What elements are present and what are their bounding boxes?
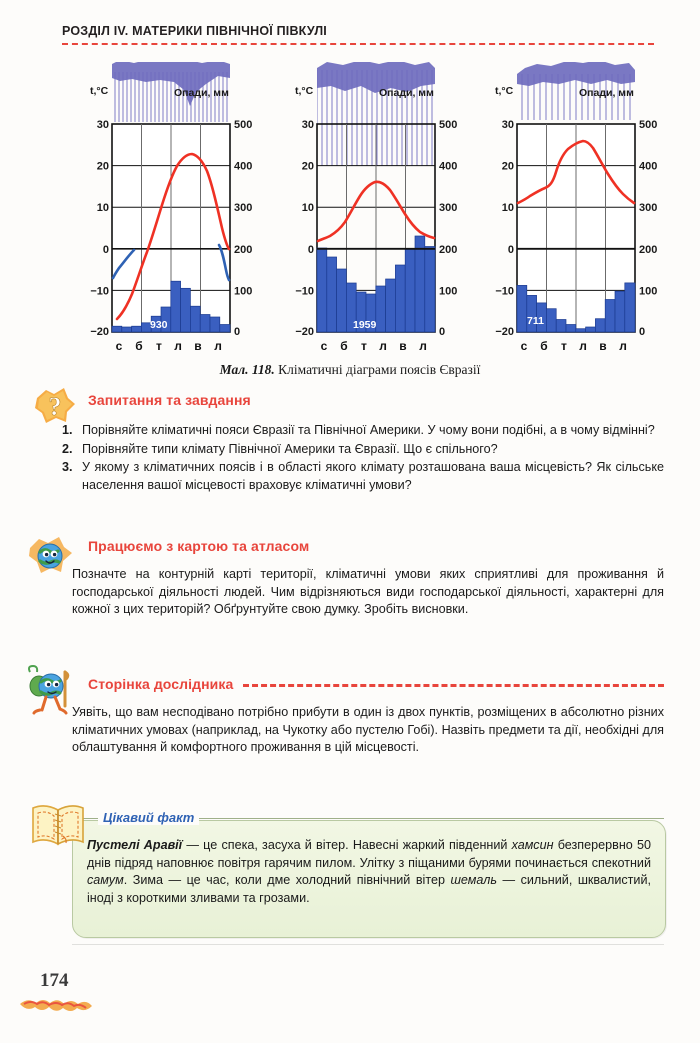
axis-label-temperature: t,°C bbox=[90, 85, 109, 97]
fact-term-2: самум bbox=[87, 873, 124, 888]
svg-text:500: 500 bbox=[439, 119, 458, 131]
svg-text:с: с bbox=[320, 339, 328, 353]
svg-text:10: 10 bbox=[301, 202, 314, 215]
climogram-3-svg bbox=[491, 62, 691, 354]
running-head-title: РОЗДІЛ IV. МАТЕРИКИ ПІВНІЧНОЇ ПІВКУЛІ bbox=[62, 24, 327, 38]
svg-text:л: л bbox=[579, 339, 587, 353]
climogram-3 bbox=[491, 62, 691, 354]
footer-divider bbox=[72, 944, 664, 945]
fact-box bbox=[72, 820, 666, 938]
list-item-number: 3. bbox=[62, 460, 73, 475]
svg-text:30: 30 bbox=[301, 119, 314, 131]
list-item-text: Порівняйте кліматичні пояси Євразії та Північної Америки. У чому вони подібні, а в чому відмінні? bbox=[82, 423, 655, 437]
questions-list-wrapper bbox=[62, 422, 664, 495]
svg-text:в: в bbox=[399, 339, 407, 353]
axis-label-precipitation: Опади, мм bbox=[379, 87, 434, 99]
list-item-number: 2. bbox=[62, 441, 73, 456]
y-axis-ticks-precipitation bbox=[639, 119, 657, 338]
svg-text:30: 30 bbox=[96, 119, 109, 131]
svg-text:200: 200 bbox=[439, 243, 458, 256]
list-item-text: У якому з кліматичних поясів і в області якого клімату розташована ваша місцевість? Як сільське населення вашої місцевості враховує кліматичні умови? bbox=[82, 460, 664, 492]
climogram-2-svg bbox=[291, 62, 491, 354]
svg-text:500: 500 bbox=[234, 119, 253, 131]
svg-text:0: 0 bbox=[307, 243, 314, 256]
figure-caption-text: Кліматичні діаграми поясів Євразії bbox=[274, 362, 481, 377]
svg-text:л: л bbox=[619, 339, 627, 353]
svg-text:0: 0 bbox=[439, 326, 446, 338]
svg-text:10: 10 bbox=[96, 202, 109, 215]
svg-text:100: 100 bbox=[639, 285, 658, 298]
svg-text:т: т bbox=[156, 339, 162, 353]
svg-text:20: 20 bbox=[501, 160, 514, 173]
open-book-icon bbox=[30, 800, 86, 850]
fact-part-1: — це спека, засуха й вітер. Навесні жаркий південний bbox=[182, 838, 512, 852]
svg-text:л: л bbox=[419, 339, 427, 353]
svg-text:400: 400 bbox=[639, 160, 658, 173]
axis-label-temperature: t,°C bbox=[495, 85, 514, 97]
axis-label-precipitation: Опади, мм bbox=[579, 87, 634, 99]
svg-text:с: с bbox=[115, 339, 123, 353]
y-axis-ticks-temperature bbox=[495, 119, 514, 338]
svg-text:10: 10 bbox=[501, 202, 514, 215]
svg-text:−10: −10 bbox=[90, 285, 109, 298]
running-head bbox=[62, 24, 662, 45]
svg-text:300: 300 bbox=[439, 202, 458, 215]
questions-list bbox=[62, 422, 664, 494]
svg-text:100: 100 bbox=[234, 285, 253, 298]
svg-text:−10: −10 bbox=[295, 285, 314, 298]
explorer-section-divider bbox=[243, 684, 664, 687]
svg-text:с: с bbox=[520, 339, 528, 353]
y-axis-ticks-precipitation bbox=[234, 119, 252, 338]
globe-icon bbox=[26, 528, 72, 574]
svg-text:?: ? bbox=[48, 392, 62, 421]
figure-caption bbox=[0, 362, 700, 378]
svg-text:л: л bbox=[214, 339, 222, 353]
axis-label-temperature: t,°C bbox=[295, 85, 314, 97]
svg-text:б: б bbox=[540, 339, 548, 353]
fact-term-3: шемаль bbox=[450, 873, 497, 888]
svg-text:в: в bbox=[599, 339, 607, 353]
svg-text:30: 30 bbox=[501, 119, 514, 131]
fact-part-2: безперервно 50 днів підряд наповнює повітря гарячим пилом. Улітку з піщаними бурями починається спекотний bbox=[87, 838, 651, 870]
svg-text:200: 200 bbox=[639, 243, 658, 256]
list-item bbox=[62, 441, 664, 459]
svg-text:300: 300 bbox=[639, 202, 658, 215]
y-axis-ticks-temperature bbox=[295, 119, 314, 338]
explorer-section-title: Сторінка дослідника bbox=[88, 676, 234, 692]
questions-section-header bbox=[88, 392, 648, 408]
map-section-header bbox=[88, 538, 648, 554]
fact-box-label: Цікавий факт bbox=[98, 810, 199, 825]
svg-text:−20: −20 bbox=[90, 326, 109, 338]
figure-climate-diagrams bbox=[0, 62, 700, 362]
svg-text:т: т bbox=[361, 339, 367, 353]
svg-text:500: 500 bbox=[639, 119, 658, 131]
questions-section-title: Запитання та завдання bbox=[88, 392, 251, 408]
fact-part-3: . Зима — це час, коли дме холодний північний вітер bbox=[123, 873, 451, 888]
svg-text:л: л bbox=[174, 339, 182, 353]
svg-text:400: 400 bbox=[439, 160, 458, 173]
y-axis-ticks-precipitation bbox=[439, 119, 457, 338]
annual-precipitation-value: 930 bbox=[150, 319, 168, 331]
svg-text:в: в bbox=[194, 339, 202, 353]
footer-ornament-icon bbox=[18, 995, 104, 1013]
x-axis-month-labels bbox=[521, 339, 627, 353]
svg-text:200: 200 bbox=[234, 243, 253, 256]
climogram-1 bbox=[86, 62, 286, 354]
climogram-2 bbox=[291, 62, 491, 354]
explorer-section-header bbox=[88, 676, 664, 692]
running-head-divider bbox=[62, 43, 654, 45]
axis-label-precipitation: Опади, мм bbox=[174, 87, 229, 99]
fact-term-1: хамсин bbox=[511, 838, 554, 852]
svg-text:0: 0 bbox=[639, 326, 646, 338]
svg-text:20: 20 bbox=[96, 160, 109, 173]
svg-text:−20: −20 bbox=[495, 326, 514, 338]
list-item-text: Порівняйте типи клімату Північної Америки та Євразії. Що є спільного? bbox=[82, 441, 498, 456]
svg-text:т: т bbox=[561, 339, 567, 353]
annual-precipitation-value: 1959 bbox=[353, 319, 377, 331]
svg-text:л: л bbox=[379, 339, 387, 353]
svg-text:0: 0 bbox=[102, 243, 109, 256]
fact-part-4: — сильний, шквалистий, іноді з короткими зливами та грозами. bbox=[87, 873, 651, 905]
svg-text:0: 0 bbox=[234, 326, 241, 338]
svg-text:400: 400 bbox=[234, 160, 253, 173]
svg-text:300: 300 bbox=[234, 202, 253, 215]
map-section-title: Працюємо з картою та атласом bbox=[88, 538, 310, 554]
svg-text:0: 0 bbox=[507, 243, 514, 256]
explorer-section-text: Уявіть, що вам несподівано потрібно прибути в один із двох пунктів, розміщених в абсолютно різних кліматичних умовах (наприклад, на Чукотку або пустелю Гобі). Назвіть предмети та дії, необхідні для облаштування й комфортного проживання в цій місцевості. bbox=[72, 705, 664, 755]
svg-text:б: б bbox=[340, 339, 348, 353]
list-item bbox=[62, 422, 664, 440]
svg-text:100: 100 bbox=[439, 285, 458, 298]
x-axis-month-labels bbox=[116, 339, 222, 353]
fact-lead: Пустелі Аравії bbox=[87, 838, 183, 852]
x-axis-month-labels bbox=[321, 339, 427, 353]
annual-precipitation-value: 711 bbox=[527, 315, 544, 327]
svg-text:б: б bbox=[135, 339, 143, 353]
map-section-text: Позначте на контурній карті території, кліматичні умови яких сприятливі для проживання й господарської діяльності людей. Чим відрізняються види господарської діяльності, характерні для кожної з цих територій? Обґрунтуйте свою думку. Зробіть висновки. bbox=[72, 567, 664, 617]
page-number: 174 bbox=[40, 970, 69, 991]
climogram-1-svg bbox=[86, 62, 286, 354]
list-item-number: 1. bbox=[62, 423, 73, 437]
y-axis-ticks-temperature bbox=[90, 119, 109, 338]
fact-box-text bbox=[73, 821, 665, 919]
list-item bbox=[62, 459, 664, 494]
svg-text:20: 20 bbox=[301, 160, 314, 173]
svg-text:−20: −20 bbox=[295, 326, 314, 338]
figure-caption-label: Мал. 118. bbox=[219, 362, 275, 377]
svg-text:−10: −10 bbox=[495, 285, 514, 298]
